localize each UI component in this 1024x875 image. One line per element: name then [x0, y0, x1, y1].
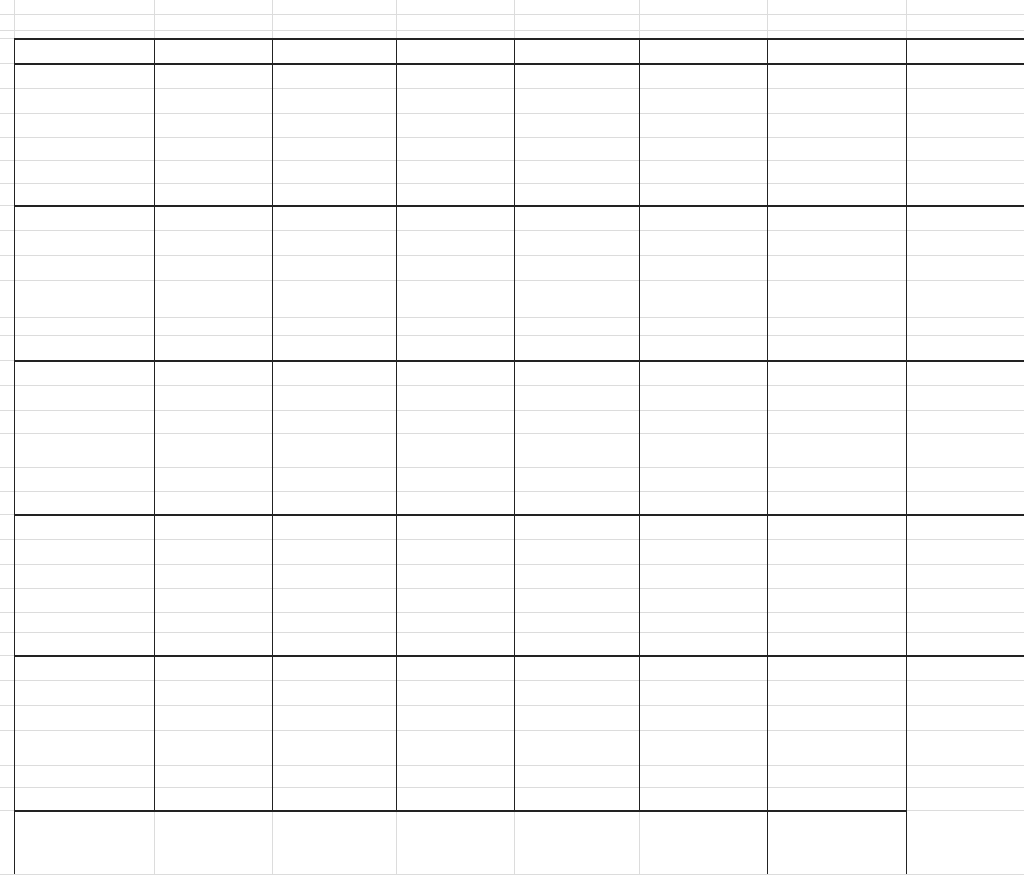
event-staff-cell[interactable] — [639, 318, 767, 336]
event-staff-cell[interactable] — [767, 467, 906, 491]
morning-staff-cell[interactable] — [767, 564, 906, 588]
date-cell[interactable] — [767, 514, 906, 539]
morning-staff-cell[interactable] — [906, 255, 1024, 281]
event-cell[interactable] — [639, 281, 767, 318]
closing-staff-cell[interactable] — [767, 786, 906, 810]
afternoon-staff-cell[interactable] — [514, 588, 639, 612]
date-cell[interactable] — [639, 63, 767, 88]
grid-line — [14, 205, 1024, 207]
afternoon-staff-cell[interactable] — [514, 730, 639, 765]
grid-line — [767, 38, 768, 810]
date-cell[interactable] — [639, 205, 767, 230]
date-cell[interactable] — [272, 205, 396, 230]
grid-line — [154, 38, 155, 810]
grid-line — [14, 810, 15, 874]
label-saturday-note — [0, 786, 154, 810]
afternoon-staff-cell[interactable] — [906, 281, 1024, 318]
morning-staff-cell[interactable] — [154, 564, 272, 588]
date-cell[interactable] — [396, 205, 514, 230]
afternoon-staff-cell[interactable] — [639, 588, 767, 612]
morning-staff-cell[interactable] — [154, 113, 272, 137]
weekday-header-2 — [396, 38, 514, 63]
date-cell[interactable] — [639, 655, 767, 680]
afternoon-staff-cell[interactable] — [639, 433, 767, 467]
afternoon-staff-cell[interactable] — [906, 433, 1024, 467]
date-cell[interactable] — [906, 205, 1024, 230]
morning-staff-cell[interactable] — [396, 255, 514, 281]
date-cell[interactable] — [767, 655, 906, 680]
morning-staff-cell[interactable] — [767, 255, 906, 281]
morning-staff-cell[interactable] — [639, 705, 767, 730]
label-morning — [14, 705, 154, 730]
label-afternoon — [14, 281, 154, 318]
morning-staff-cell[interactable] — [396, 705, 514, 730]
date-cell[interactable] — [154, 514, 272, 539]
grid-line — [639, 38, 640, 810]
afternoon-staff-cell[interactable] — [767, 588, 906, 612]
afternoon-staff-cell[interactable] — [154, 433, 272, 467]
weekday-header-1 — [272, 38, 396, 63]
sheet-title — [0, 0, 300, 38]
morning-staff-cell[interactable] — [639, 255, 767, 281]
date-cell[interactable] — [514, 655, 639, 680]
label-saturday-note — [0, 632, 154, 655]
grid-line — [396, 38, 397, 810]
morning-staff-cell[interactable] — [272, 255, 396, 281]
afternoon-staff-cell[interactable] — [154, 281, 272, 318]
date-cell[interactable] — [514, 360, 639, 385]
morning-staff-cell[interactable] — [639, 564, 767, 588]
afternoon-staff-cell[interactable] — [154, 730, 272, 765]
weekday-header-5 — [767, 38, 906, 63]
label-saturday-note — [0, 184, 154, 205]
date-cell[interactable] — [514, 514, 639, 539]
afternoon-staff-cell[interactable] — [514, 137, 639, 161]
grid-line — [514, 38, 515, 810]
date-cell[interactable] — [767, 360, 906, 385]
morning-staff-cell[interactable] — [906, 113, 1024, 137]
event-staff-cell[interactable] — [767, 765, 906, 786]
grid-line — [14, 360, 1024, 362]
grid-line — [767, 810, 768, 874]
morning-staff-cell[interactable] — [396, 113, 514, 137]
label-afternoon — [14, 588, 154, 612]
afternoon-staff-cell[interactable] — [514, 281, 639, 318]
morning-staff-cell[interactable] — [767, 705, 906, 730]
morning-staff-cell[interactable] — [906, 564, 1024, 588]
morning-staff-cell[interactable] — [767, 410, 906, 433]
label-saturday-note — [0, 491, 154, 514]
grid-line — [906, 38, 907, 810]
morning-staff-cell[interactable] — [396, 410, 514, 433]
date-cell[interactable] — [906, 514, 1024, 539]
morning-staff-cell[interactable] — [514, 255, 639, 281]
footnote — [767, 812, 906, 872]
label-morning — [14, 113, 154, 137]
morning-staff-cell[interactable] — [639, 410, 767, 433]
label-morning — [14, 564, 154, 588]
morning-staff-cell[interactable] — [514, 113, 639, 137]
grid-line — [14, 38, 1024, 40]
date-cell[interactable] — [906, 655, 1024, 680]
date-cell[interactable] — [272, 63, 396, 88]
date-cell[interactable] — [639, 360, 767, 385]
label-morning — [14, 410, 154, 433]
date-cell[interactable] — [396, 63, 514, 88]
label-morning — [14, 255, 154, 281]
weekday-header-4 — [639, 38, 767, 63]
afternoon-staff-cell[interactable] — [272, 433, 396, 467]
date-cell[interactable] — [272, 514, 396, 539]
grid-line — [14, 514, 1024, 516]
label-afternoon — [14, 137, 154, 161]
event-cell[interactable] — [767, 730, 906, 765]
afternoon-staff-cell[interactable] — [396, 137, 514, 161]
date-cell[interactable] — [767, 63, 906, 88]
afternoon-staff-cell[interactable] — [906, 588, 1024, 612]
morning-staff-cell[interactable] — [272, 705, 396, 730]
afternoon-staff-cell[interactable] — [154, 588, 272, 612]
date-cell[interactable] — [396, 514, 514, 539]
afternoon-staff-cell[interactable] — [767, 281, 906, 318]
afternoon-staff-cell[interactable] — [639, 730, 767, 765]
morning-staff-cell[interactable] — [272, 113, 396, 137]
grid-line — [272, 38, 273, 810]
afternoon-staff-cell[interactable] — [906, 137, 1024, 161]
morning-staff-cell[interactable] — [514, 705, 639, 730]
afternoon-staff-cell[interactable] — [154, 137, 272, 161]
morning-staff-cell[interactable] — [906, 410, 1024, 433]
weekday-header-0 — [154, 38, 272, 63]
grid-line — [14, 655, 1024, 657]
weekday-header-3 — [514, 38, 639, 63]
grid-line — [14, 810, 906, 812]
date-cell[interactable] — [154, 655, 272, 680]
afternoon-staff-cell[interactable] — [272, 588, 396, 612]
grid-line — [14, 38, 15, 810]
label-saturday-note — [0, 336, 154, 360]
label-afternoon — [14, 433, 154, 467]
morning-staff-cell[interactable] — [514, 564, 639, 588]
morning-staff-cell[interactable] — [514, 410, 639, 433]
afternoon-staff-cell[interactable] — [396, 433, 514, 467]
morning-staff-cell[interactable] — [767, 113, 906, 137]
date-cell[interactable] — [272, 655, 396, 680]
date-cell[interactable] — [272, 360, 396, 385]
date-cell[interactable] — [906, 63, 1024, 88]
date-cell[interactable] — [906, 360, 1024, 385]
afternoon-staff-cell[interactable] — [396, 281, 514, 318]
morning-staff-cell[interactable] — [906, 705, 1024, 730]
morning-staff-cell[interactable] — [272, 564, 396, 588]
grid-line — [906, 810, 907, 874]
afternoon-staff-cell[interactable] — [396, 730, 514, 765]
morning-staff-cell[interactable] — [639, 113, 767, 137]
date-cell[interactable] — [639, 514, 767, 539]
morning-staff-cell[interactable] — [154, 255, 272, 281]
label-afternoon — [14, 730, 154, 765]
afternoon-staff-cell[interactable] — [396, 588, 514, 612]
weekday-header-6 — [906, 38, 1024, 63]
afternoon-staff-cell[interactable] — [767, 137, 906, 161]
morning-staff-cell[interactable] — [396, 564, 514, 588]
closing-staff-cell[interactable] — [639, 336, 767, 360]
date-cell[interactable] — [514, 63, 639, 88]
date-cell[interactable] — [154, 205, 272, 230]
date-cell[interactable] — [154, 360, 272, 385]
morning-staff-cell[interactable] — [272, 410, 396, 433]
afternoon-staff-cell[interactable] — [639, 137, 767, 161]
closing-staff-cell[interactable] — [767, 491, 906, 514]
afternoon-staff-cell[interactable] — [906, 730, 1024, 765]
grid-line — [14, 63, 1024, 65]
date-cell[interactable] — [396, 360, 514, 385]
date-cell[interactable] — [514, 205, 639, 230]
morning-staff-cell[interactable] — [154, 705, 272, 730]
date-cell[interactable] — [396, 655, 514, 680]
afternoon-staff-cell[interactable] — [514, 433, 639, 467]
afternoon-staff-cell[interactable] — [272, 281, 396, 318]
date-cell[interactable] — [154, 63, 272, 88]
date-cell[interactable] — [767, 205, 906, 230]
morning-staff-cell[interactable] — [154, 410, 272, 433]
afternoon-staff-cell[interactable] — [272, 730, 396, 765]
afternoon-staff-cell[interactable] — [272, 137, 396, 161]
event-cell[interactable] — [767, 433, 906, 467]
